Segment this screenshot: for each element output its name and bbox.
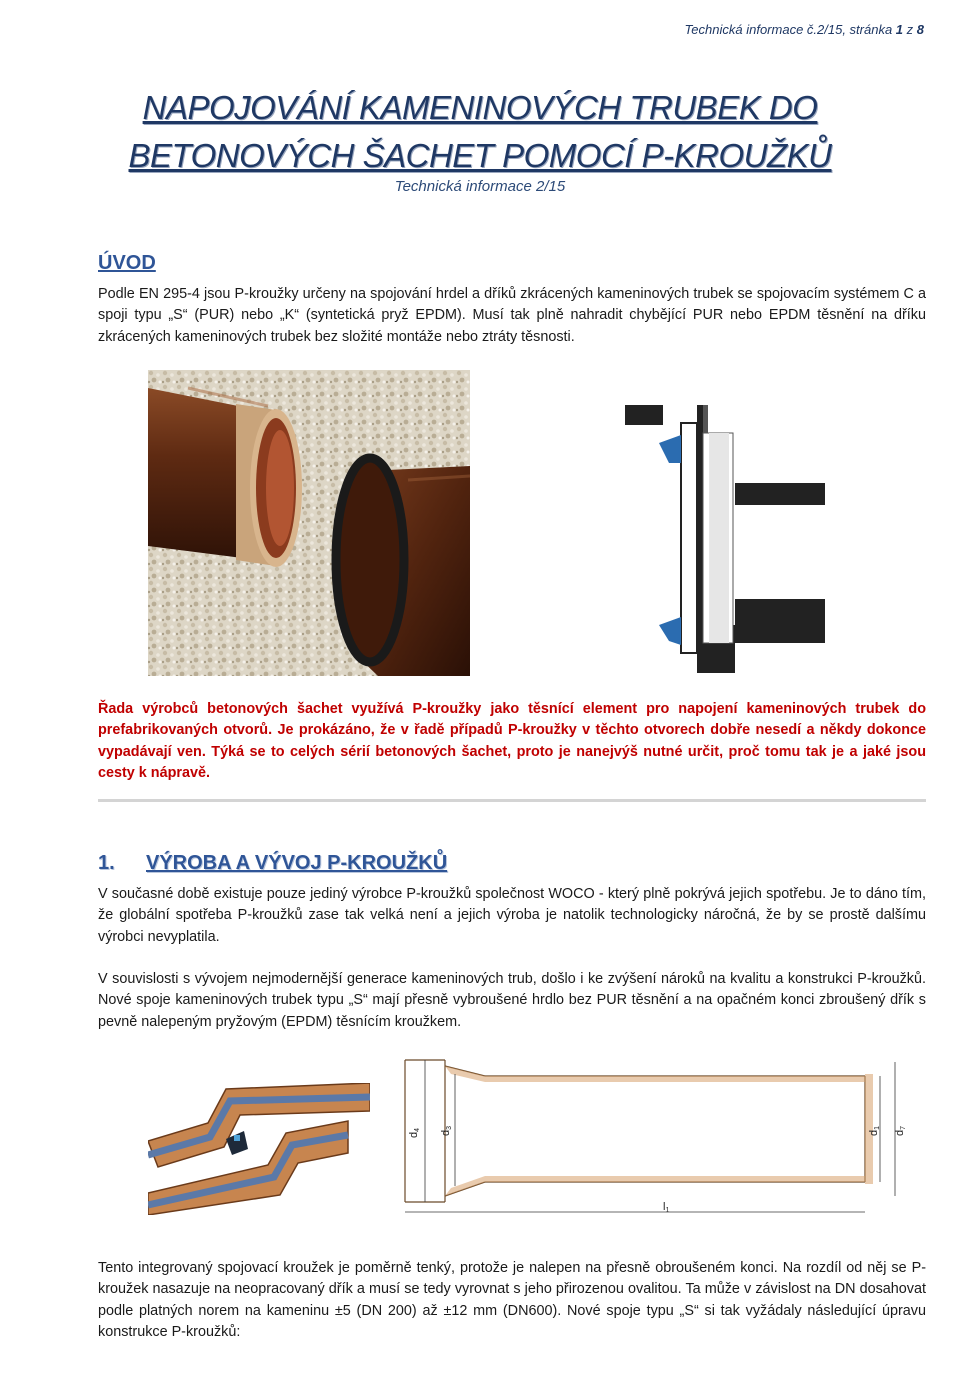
svg-text:d3 (440, 1126, 453, 1136)
title-line-2: BETONOVÝCH ŠACHET POMOCÍ P-KROUŽKŮ (128, 137, 832, 174)
section-1-paragraph-1: V současné době existuje pouze jediný výrobce P-kroužků společnost WOCO - který plně pokrývá jejich spotřebu. Je to dáno tím, že globální spotřeba P-kroužků zase tak velká není a jejich výroba je natolik technologicky náročná, že by se prostě dalšímu výrobci nevyplatila. (98, 886, 926, 945)
svg-text:d4 (408, 1128, 421, 1138)
label-d7: d (894, 1129, 906, 1136)
warning-paragraph: Řada výrobců betonových šachet využívá P-kroužky jako těsnící element pro napojení kameninových trubek do prefabrikovaných otvorů. Je prokázáno, že v řadě případů P-kroužky v těchto otvorech dobře nesedí a někdy dokonce vypadávají ven. Týká se to celých sérií betonových šachet, proto je nanejvýš nutné určit, proč tomu tak je a jaké jsou cesty k nápravě. (98, 701, 926, 781)
label-d3-sub: 3 (446, 1125, 453, 1130)
page-total: 8 (916, 22, 924, 37)
page-separator: z (903, 22, 917, 37)
label-d1: d (868, 1129, 880, 1136)
joint-cross-section-figure (148, 1083, 370, 1215)
section-1-paragraph-2: V souvislosti s vývojem nejmodernější generace kameninových trub, došlo i ke zvýšení nároků na kvalitu a konstrukci P-kroužků. Nové spoje kameninových trubek typu „S“ mají přesně vybroušené hrdlo bez PUR těsnění a na opačném konci zbroušený dřík s pevně nalepeným pryžovým (EPDM) těsnícím kroužkem. (98, 971, 926, 1030)
horizontal-divider (98, 799, 926, 802)
section-1-paragraph-3: Tento integrovaný spojovací kroužek je poměrně tenký, protože je nalepen na přesně obroušeném konci. Na rozdíl od něj se P-kroužek nasazuje na neopracovaný dřík a musí se tedy vyrovnat s jeho přirozenou ovalitou. Ta může v závislost na DN dosahovat podle platných norem na kameninu ±5 (DN 200) až ±12 mm (DN600). Nové spoje typu „S“ si tak vyžádaly následující úpravu konstrukce P-kroužků: (98, 1260, 926, 1340)
label-d4-sub: 4 (414, 1127, 421, 1132)
document-title (0, 84, 960, 180)
intro-paragraph: Podle EN 295-4 jsou P-kroužky určeny na spojování hrdel a dříků zkrácených kameninových trubek se spojovacím systémem C a spoji typu „S“ (PUR) nebo „K“ (syntetická pryž EPDM). Musí tak plně nahradit chybějící PUR nebo EPDM těsnění na dříku zkrácených kameninových trubek bez složité montáže nebo ztráty těsnosti. (98, 286, 926, 345)
pipe-technical-drawing (395, 1052, 915, 1224)
label-d7-sub: 7 (900, 1125, 907, 1130)
section-1-heading (98, 852, 447, 875)
svg-text:d7 (894, 1126, 907, 1136)
label-l1: l (663, 1201, 666, 1213)
document-subtitle: Technická informace 2/15 (394, 178, 566, 195)
running-header-text: Technická informace č.2/15, stránka (684, 22, 896, 37)
p-ring-diagram (585, 405, 825, 675)
svg-text:l1 (663, 1201, 669, 1214)
label-d4: d (408, 1131, 420, 1138)
section-1-title: VÝROBA A VÝVOJ P-KROUŽKŮ (146, 852, 448, 874)
intro-heading: ÚVOD (98, 252, 156, 274)
label-d1-sub: 1 (874, 1125, 881, 1130)
section-1-number: 1. (98, 852, 115, 874)
page-number: 1 (895, 22, 904, 37)
label-l1-sub: 1 (665, 1207, 670, 1214)
title-line-1: NAPOJOVÁNÍ KAMENINOVÝCH TRUBEK DO (142, 89, 818, 126)
label-d3: d (440, 1129, 452, 1136)
running-header (685, 22, 924, 37)
pipe-photo (148, 370, 470, 676)
